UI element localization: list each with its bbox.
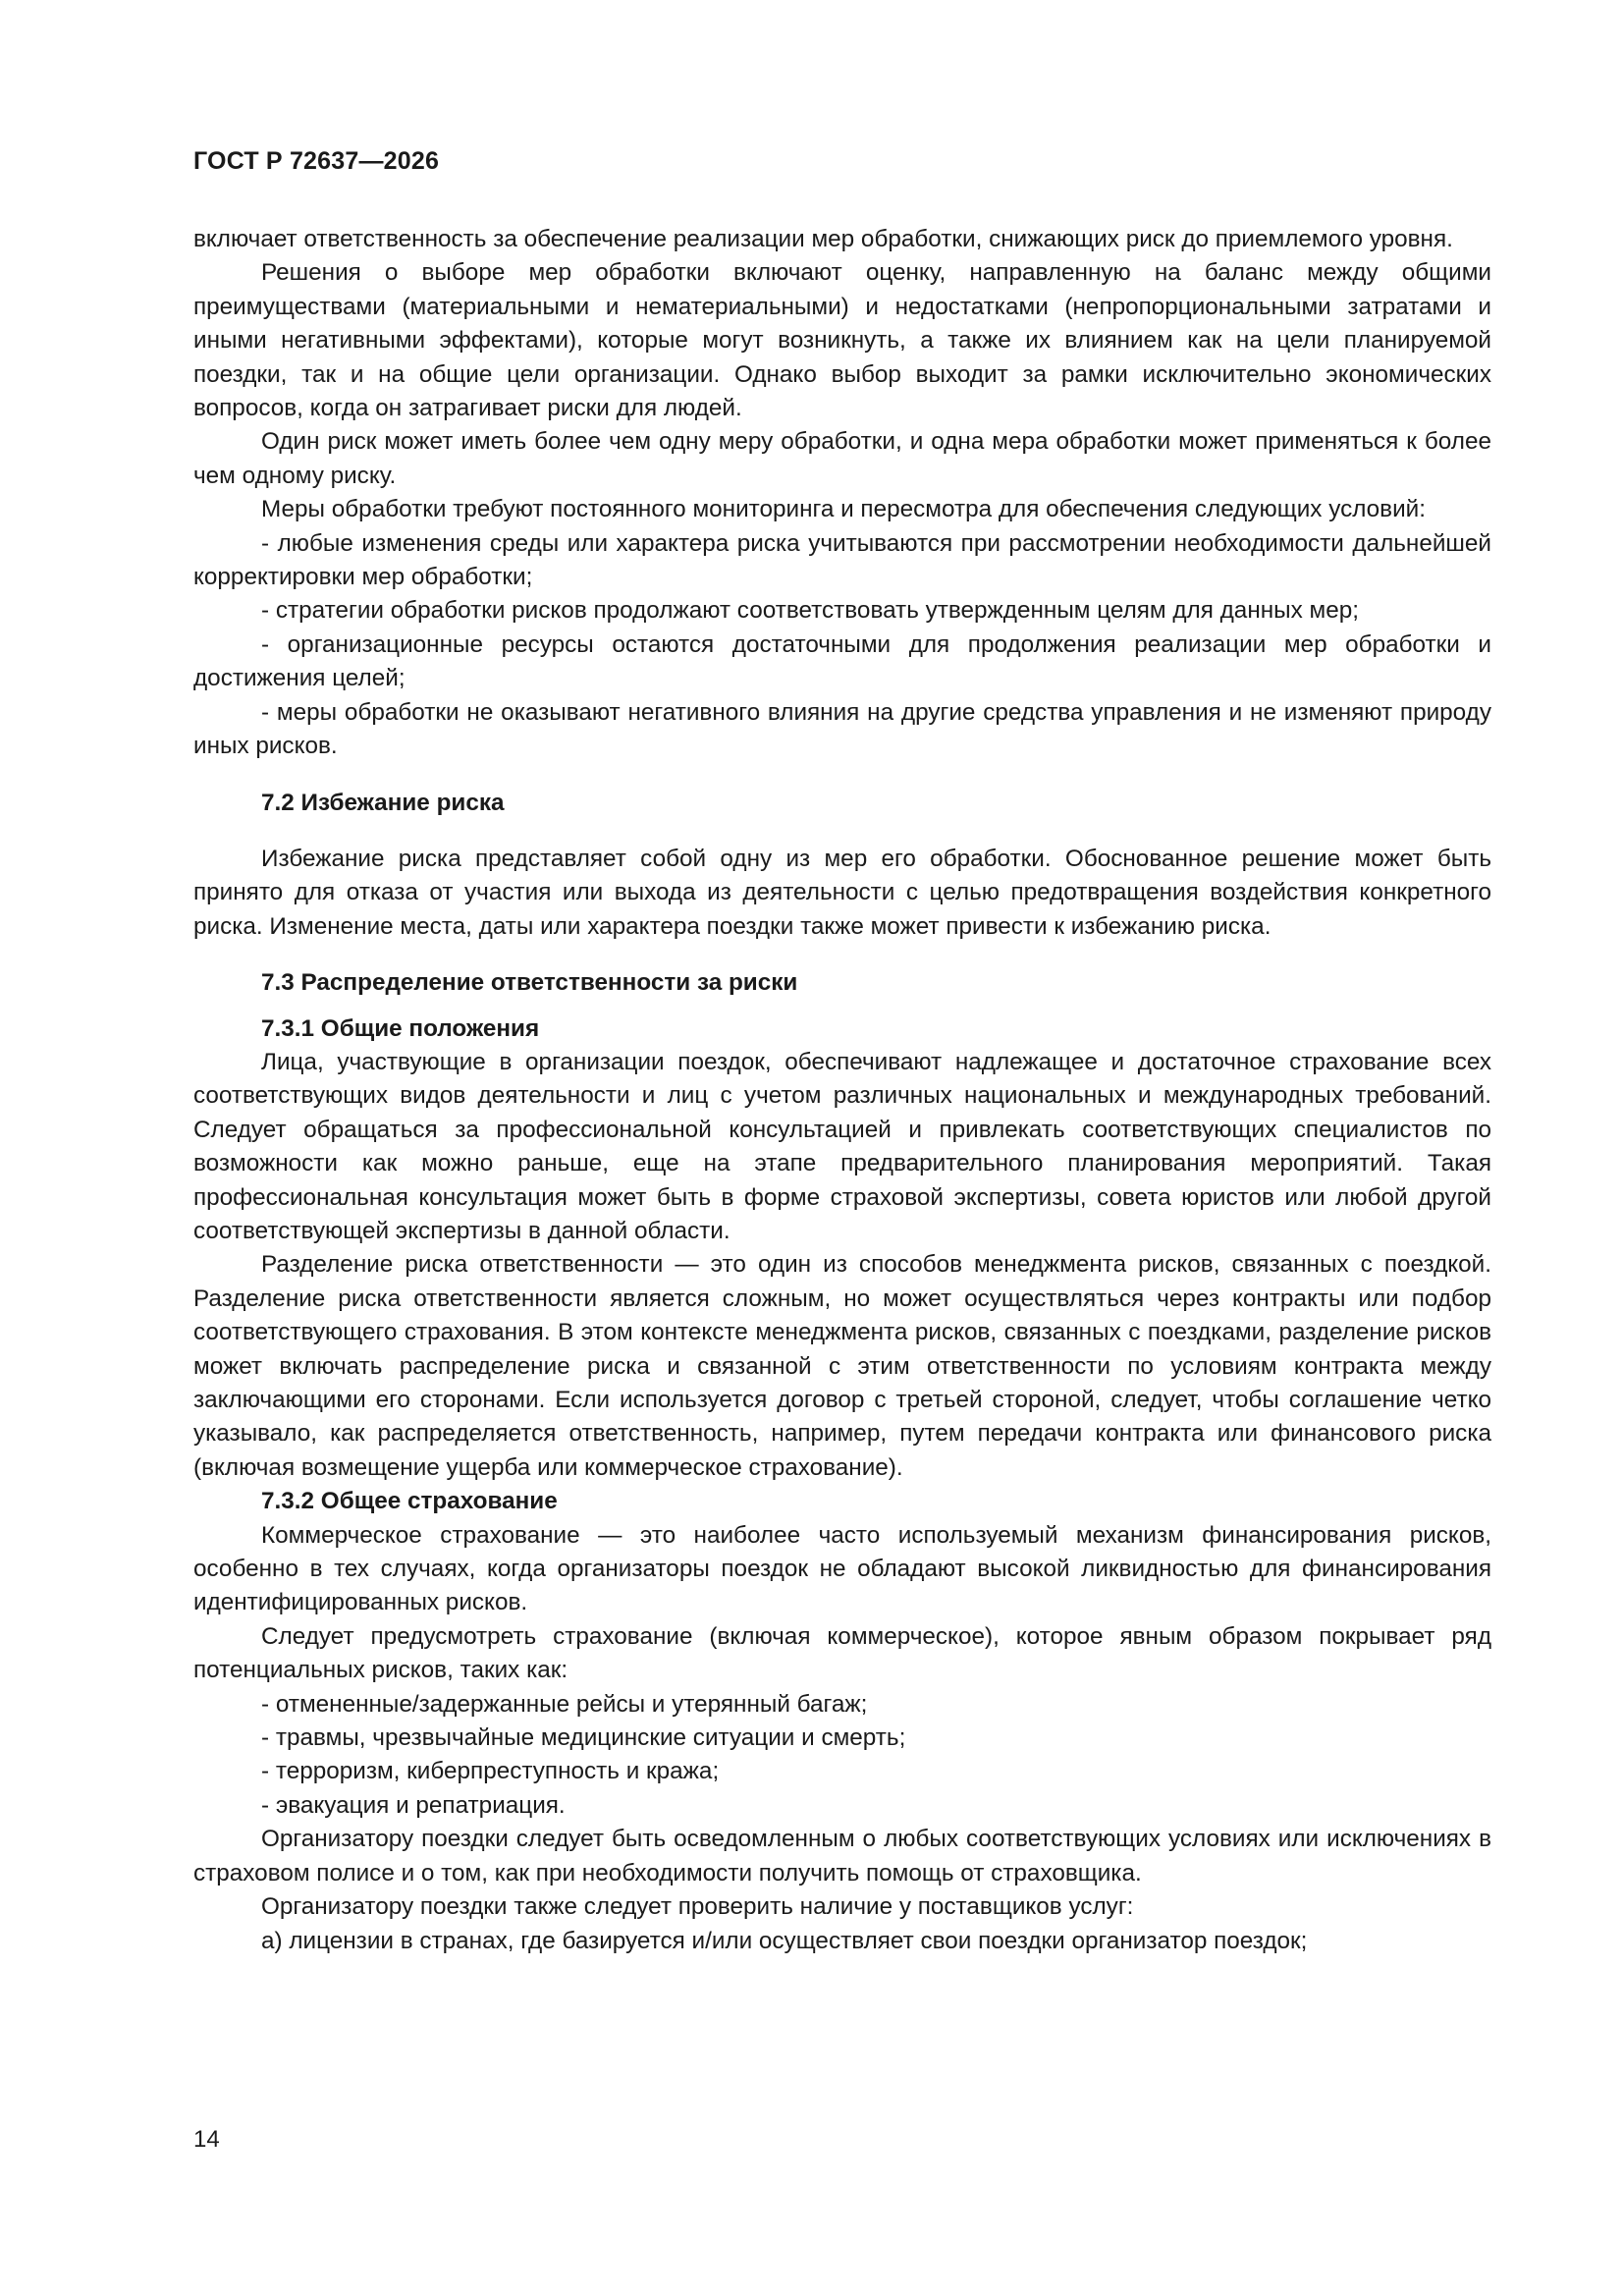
paragraph-policy-awareness: Организатору поездки следует быть осведомленным о любых соответствующих условиях или исключениях в страховом полисе и о том, как при необходимости получить помощь от страховщика. bbox=[193, 1826, 1491, 1886]
document-body bbox=[193, 223, 1491, 1958]
paragraph-monitoring: Меры обработки требуют постоянного мониторинга и пересмотра для обеспечения следующих условий: bbox=[261, 496, 1426, 523]
paragraph-insurance-coverage: Следует предусмотреть страхование (включая коммерческое), которое явным образом покрывает ряд потенциальных рисков, таких как: bbox=[193, 1622, 1491, 1684]
list-item: - эвакуация и репатриация. bbox=[261, 1791, 566, 1819]
paragraph-commercial-insurance: Коммерческое страхование — это наиболее часто используемый механизм финансирования рисков, особенно в тех случаях, когда организаторы поездок не обладают высокой ликвидностью для финансирования идентифицированных рисков. bbox=[193, 1521, 1491, 1616]
list-item: - организационные ресурсы остаются достаточными для продолжения реализации мер обработки и достижения целей; bbox=[193, 630, 1491, 692]
section-heading-7-2: 7.2 Избежание риска bbox=[261, 789, 505, 816]
paragraph-continuation: включает ответственность за обеспечение реализации мер обработки, снижающих риск до приемлемого уровня. bbox=[193, 226, 1453, 252]
standard-header: ГОСТ Р 72637—2026 bbox=[193, 147, 440, 175]
paragraph-general-provisions: Лица, участвующие в организации поездок, обеспечивают надлежащее и достаточное страхование всех соответствующих видов деятельности и лиц с учетом различных национальных и международных требований. Следует обращаться за профессиональной консультацией и привлекать соответствующих специалистов по возможности как можно раньше, еще на этапе предварительного планирования мероприятий. Такая профессиональная консультация может быть в форме страховой экспертизы, совета юристов или любой другой соответствующей экспертизы в данной области. bbox=[193, 1048, 1491, 1244]
list-item: - терроризм, киберпреступность и кража; bbox=[261, 1758, 720, 1785]
paragraph-risk-avoidance: Избежание риска представляет собой одну из мер его обработки. Обоснованное решение может быть принято для отказа от участия или выхода из деятельности с целью предотвращения воздействия конкретного риска. Изменение места, даты или характера поездки также может привести к избежанию риска. bbox=[193, 845, 1491, 940]
paragraph-risk-sharing: Разделение риска ответственности — это один из способов менеджмента рисков, связанных с поездкой. Разделение риска ответственности является сложным, но может осуществляться через контракты или подбор соответствующего страхования. В этом контексте менеджмента рисков, связанных с поездками, разделение рисков может включать распределение риска и связанной с этим ответственности по условиям контракта между заключающими его сторонами. Если используется договор с третьей стороной, следует, чтобы соглашение четко указывало, как распределяется ответственность, например, путем передачи контракта или финансового риска (включая возмещение ущерба или коммерческое страхование). bbox=[193, 1251, 1491, 1481]
section-heading-7-3-2: 7.3.2 Общее страхование bbox=[261, 1488, 558, 1515]
list-item: - любые изменения среды или характера риска учитываются при рассмотрении необходимости дальнейшей корректировки мер обработки; bbox=[193, 529, 1491, 591]
list-item: - стратегии обработки рисков продолжают соответствовать утвержденным целям для данных мер; bbox=[261, 597, 1359, 625]
list-item: - травмы, чрезвычайные медицинские ситуации и смерть; bbox=[261, 1724, 906, 1752]
section-heading-7-3-1: 7.3.1 Общие положения bbox=[261, 1014, 540, 1042]
paragraph-treatment-choice: Решения о выборе мер обработки включают оценку, направленную на баланс между общими преимуществами (материальными и нематериальными) и недостатками (непропорциональными затратами и иными негативными эффектами), которые могут возникнуть, а также их влиянием как на цели планируемой поездки, так и на общие цели организации. Однако выбор выходит за рамки исключительно экономических вопросов, когда он затрагивает риски для людей. bbox=[193, 259, 1491, 422]
paragraph-one-risk: Один риск может иметь более чем одну меру обработки, и одна мера обработки может применяться к более чем одному риску. bbox=[193, 428, 1491, 489]
list-item: - меры обработки не оказывают негативного влияния на другие средства управления и не изменяют природу иных рисков. bbox=[193, 698, 1491, 760]
list-item: - отмененные/задержанные рейсы и утерянный багаж; bbox=[261, 1690, 868, 1718]
paragraph-supplier-check: Организатору поездки также следует проверить наличие у поставщиков услуг: bbox=[261, 1893, 1134, 1921]
list-item: а) лицензии в странах, где базируется и/или осуществляет свои поездки организатор поездок; bbox=[261, 1927, 1308, 1954]
page-number: 14 bbox=[193, 2126, 220, 2153]
section-heading-7-3: 7.3 Распределение ответственности за риски bbox=[261, 969, 798, 997]
